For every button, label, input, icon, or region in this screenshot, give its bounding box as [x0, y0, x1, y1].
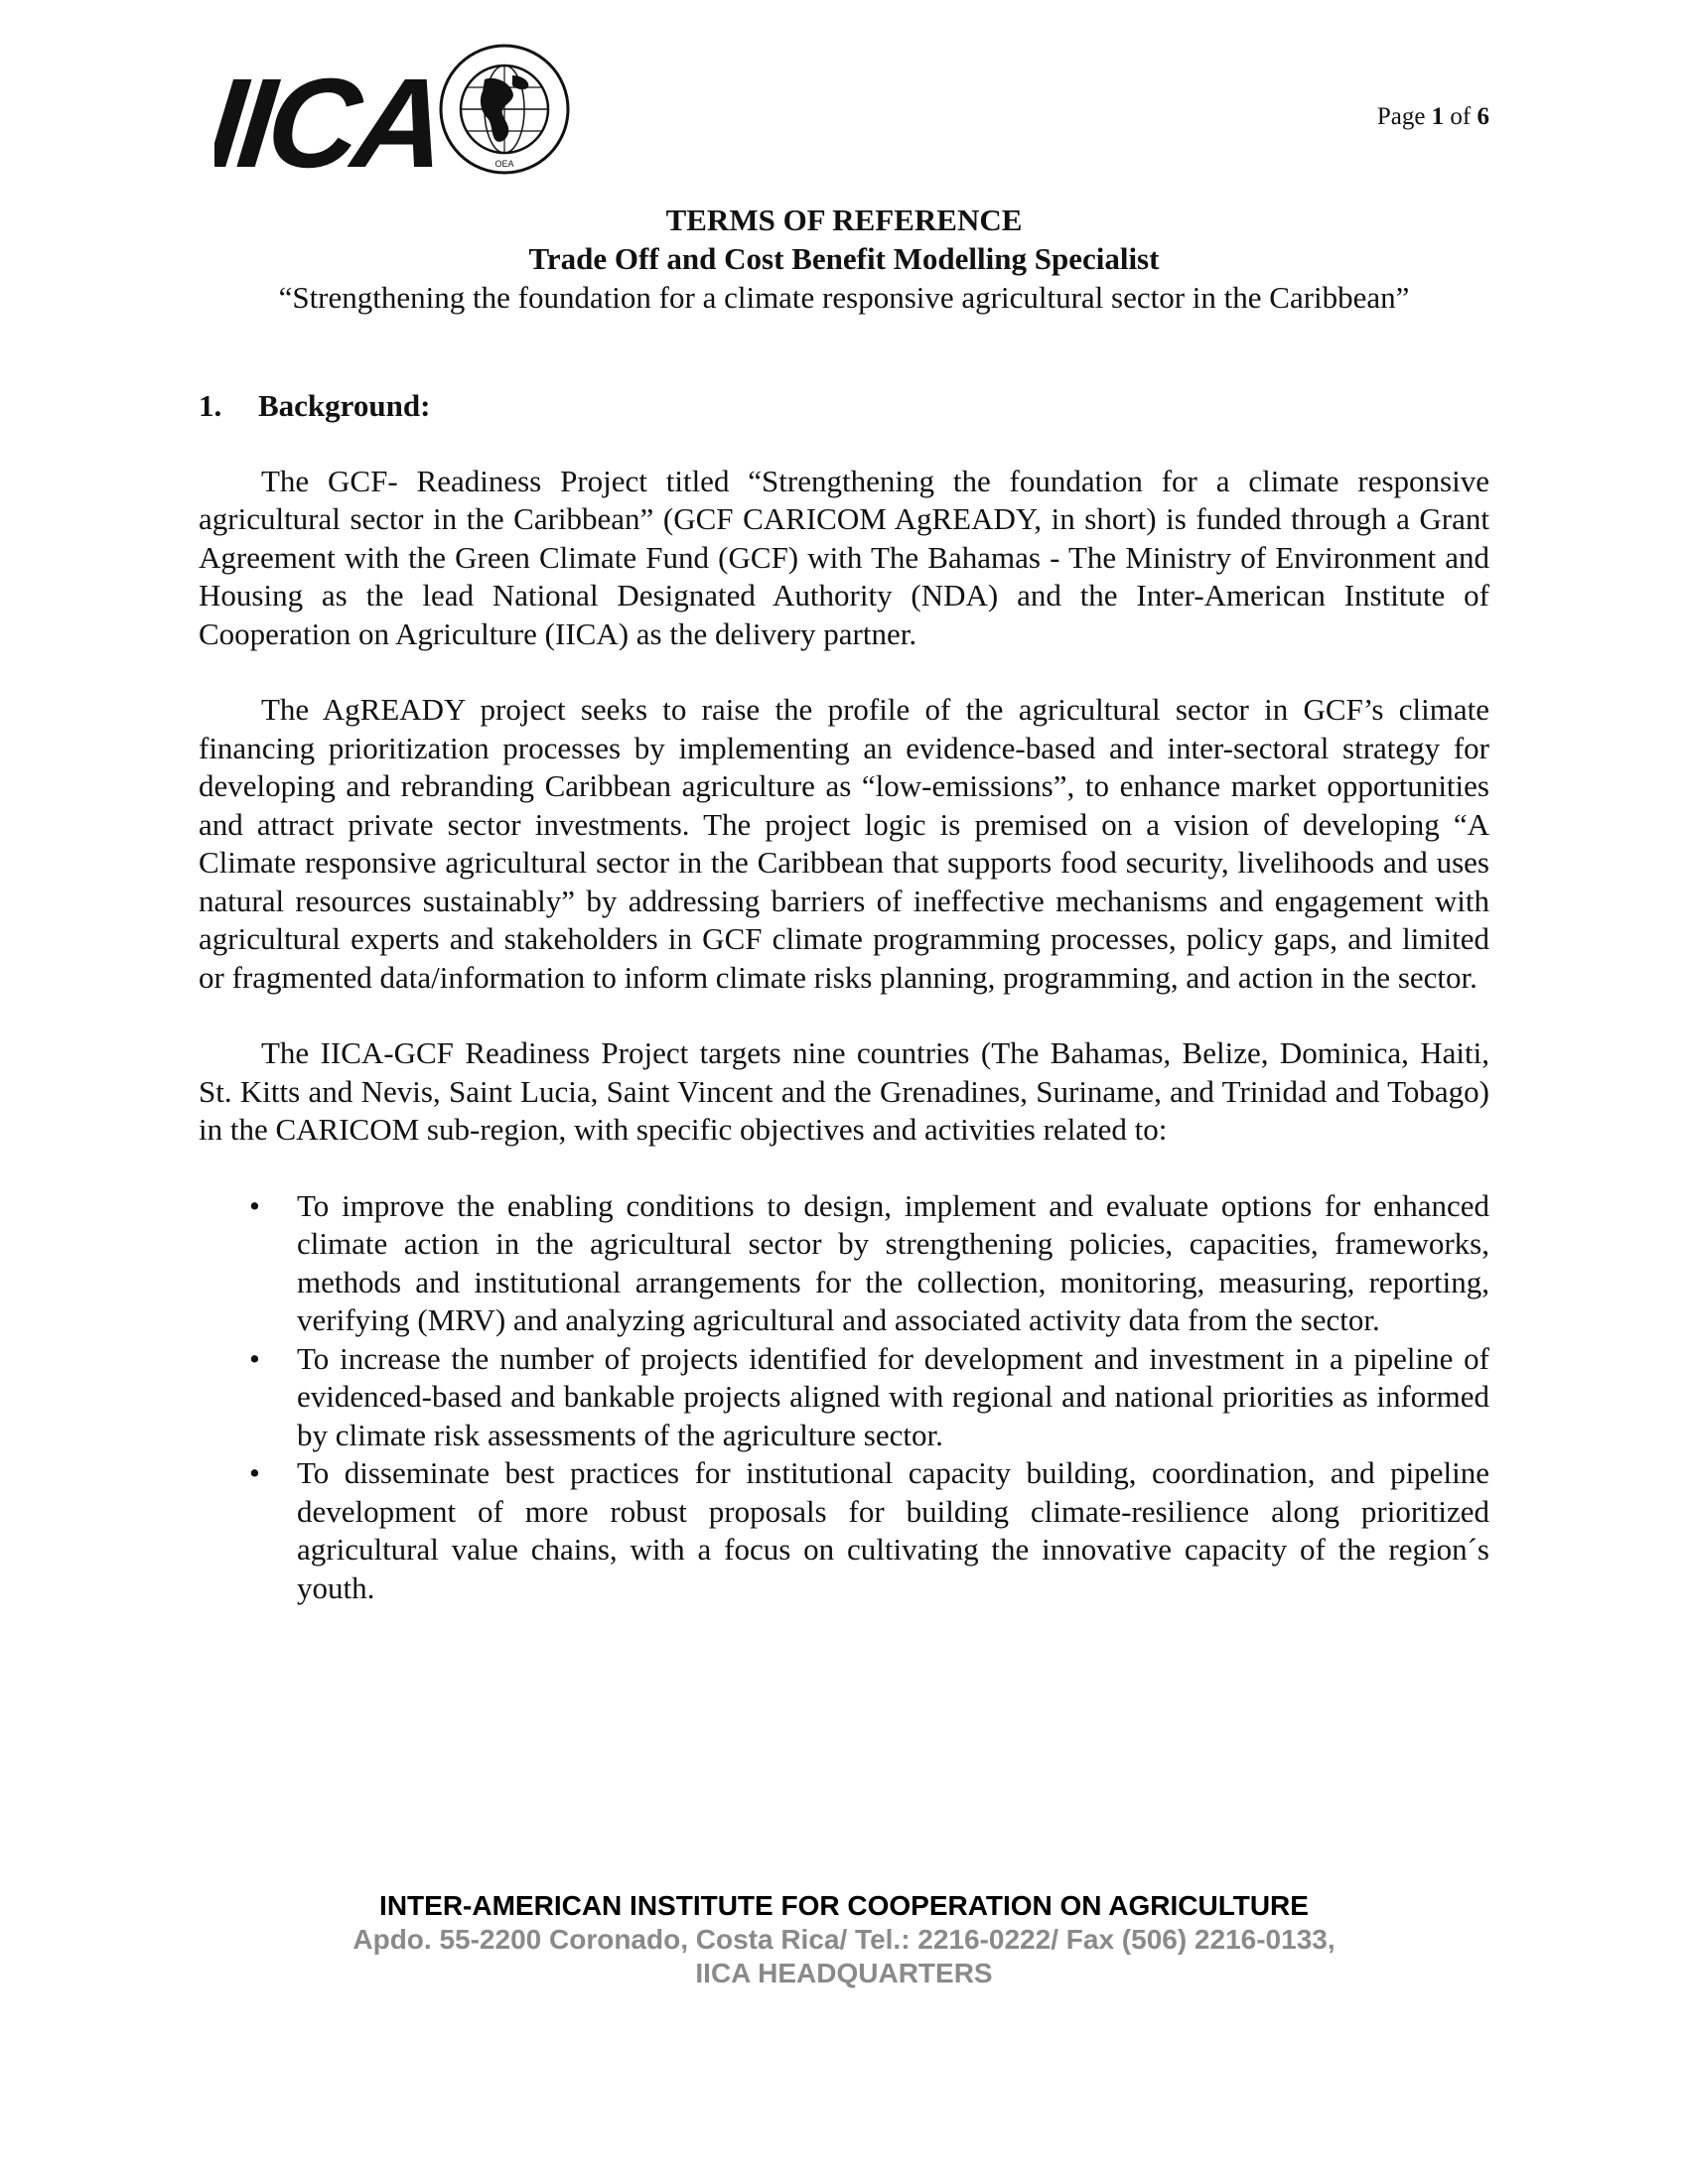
title-project-name: “Strengthening the foundation for a climate responsive agricultural sector in the Caribbean” — [278, 280, 1410, 315]
paragraph: The IICA-GCF Readiness Project targets nine countries (The Bahamas, Belize, Dominica, Haiti, St. Kitts and Nevis, Saint Lucia, Saint Vincent and the Grenadines, Suriname, and Trinidad and Tobago) in the CARICOM sub-region, with specific objectives and activities related to: — [199, 1035, 1489, 1147]
seal-small-text: OEA — [494, 159, 514, 169]
page-number — [1377, 103, 1489, 131]
page-current: 1 — [1431, 103, 1445, 130]
title-position: Trade Off and Cost Benefit Modelling Specialist — [528, 241, 1160, 276]
list-item-text: To improve the enabling conditions to design, implement and evaluate options for enhanced climate action in the agricultural sector by strengthening policies, capacities, frameworks, methods and institutional arrangements for the collection, monitoring, measuring, reporting, verifying (MRV) and analyzing agricultural and associated activity data from the sector. — [297, 1187, 1489, 1337]
page-total: 6 — [1477, 103, 1489, 130]
paragraph: The AgREADY project seeks to raise the profile of the agricultural sector in GCF’s climate financing prioritization processes by implementing an evidence-based and inter-sectoral strategy for developing and rebranding Caribbean agriculture as “low-emissions”, to enhance market opportunities and attract private sector investments. The project logic is premised on a vision of developing “A Climate responsive agricultural sector in the Caribbean that supports food security, livelihoods and uses natural resources sustainably” by addressing barriers of ineffective mechanisms and engagement with agricultural experts and stakeholders in GCF climate programming processes, policy gaps, and limited or fragmented data/information to inform climate risks planning, programming, and action in the sector. — [199, 692, 1489, 995]
objectives-list — [199, 1187, 1489, 1608]
paragraph: The GCF- Readiness Project titled “Strengthening the foundation for a climate responsive agricultural sector in the Caribbean” (GCF CARICOM AgREADY, in short) is funded through a Grant Agreement with the Green Climate Fund (GCF) with The Bahamas - The Ministry of Environment and Housing as the lead National Designated Authority (NDA) and the Inter-American Institute of Cooperation on Agriculture (IICA) as the delivery partner. — [199, 463, 1489, 651]
page-footer — [199, 1889, 1489, 1990]
logo-wordmark: IICA — [214, 53, 448, 179]
section-title: Background: — [258, 388, 431, 423]
document-body — [199, 387, 1489, 1607]
title-terms-of-reference: TERMS OF REFERENCE — [665, 203, 1023, 237]
bullet-icon: • — [249, 1340, 260, 1376]
list-item — [199, 1187, 1489, 1340]
section-number: 1. — [199, 388, 222, 423]
bullet-icon: • — [249, 1455, 260, 1490]
footer-institute-name: INTER-AMERICAN INSTITUTE FOR COOPERATION ON AGRICULTURE — [379, 1890, 1309, 1921]
footer-headquarters: IICA HEADQUARTERS — [695, 1958, 993, 1988]
iica-logo-graphic — [214, 40, 572, 179]
page-of: of — [1450, 103, 1472, 130]
section-heading-background — [199, 387, 1489, 426]
list-item-text: To increase the number of projects identified for development and investment in a pipeline of evidenced-based and bankable projects aligned with regional and national priorities as informed by climate risk assessments of the agriculture sector. — [297, 1340, 1489, 1452]
list-item — [199, 1454, 1489, 1607]
page-prefix: Page — [1376, 103, 1426, 130]
document-title — [199, 201, 1489, 317]
bullet-icon: • — [249, 1187, 260, 1223]
globe-seal-icon — [441, 46, 568, 173]
list-item-text: To disseminate best practices for institutional capacity building, coordination, and pipeline development of more robust proposals for building climate-resilience along prioritized agricultural value chains, with a focus on cultivating the innovative capacity of the region´s youth. — [297, 1455, 1489, 1605]
footer-address: Apdo. 55-2200 Coronado, Costa Rica/ Tel.: 2216-0222/ Fax (506) 2216-0133, — [352, 1924, 1336, 1955]
iica-logo — [214, 40, 572, 179]
list-item — [199, 1340, 1489, 1455]
